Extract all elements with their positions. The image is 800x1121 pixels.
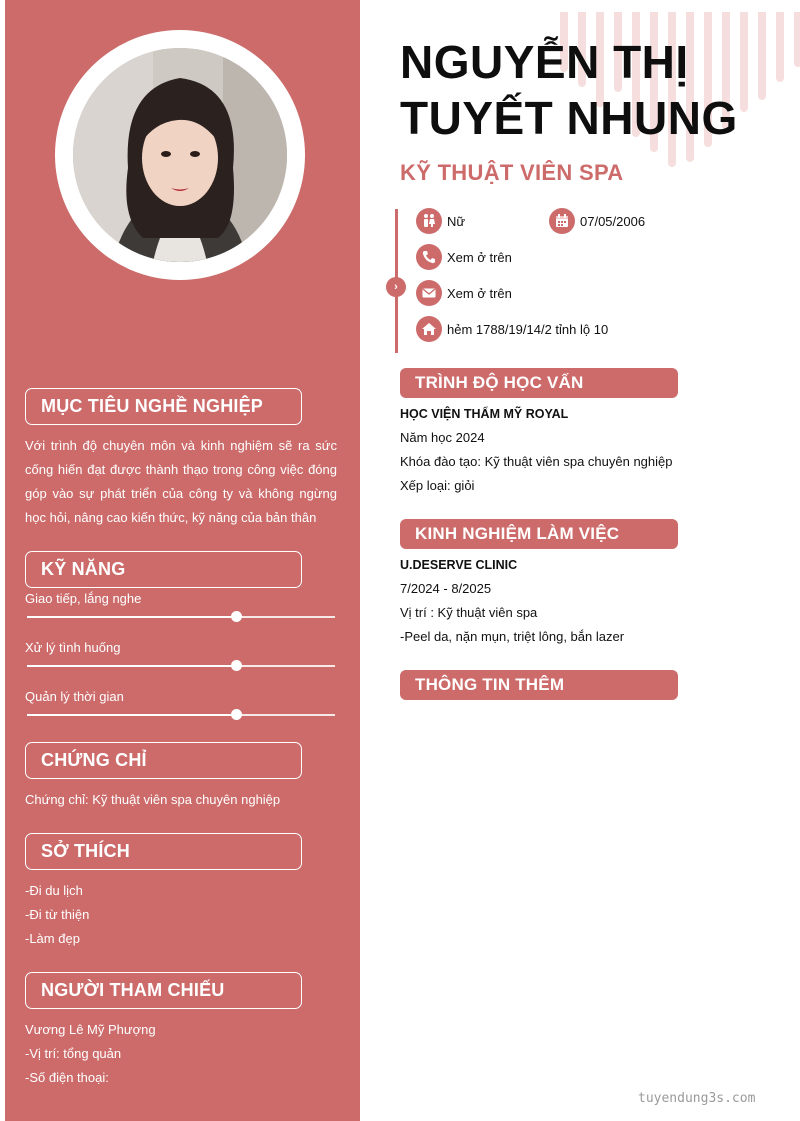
sidebar [5, 0, 360, 1121]
list-item: -Đi du lịch [25, 883, 83, 898]
name-line: NGUYỄN THỊ [400, 36, 689, 88]
experience-title: KINH NGHIỆM LÀM VIỆC [400, 519, 678, 549]
address-row [416, 316, 608, 342]
candidate-name [400, 34, 738, 146]
education-block [400, 402, 740, 498]
school-name: HỌC VIỆN THẨM MỸ ROYAL [400, 407, 569, 421]
skill-bar [27, 616, 335, 618]
skill-bar [27, 665, 335, 667]
education-year: Năm học 2024 [400, 430, 485, 445]
skill-bar-fill [27, 714, 236, 717]
email-value: Xem ở trên [447, 285, 512, 301]
experience-position: Vị trí : Kỹ thuật viên spa [400, 605, 538, 620]
job-title: KỸ THUẬT VIÊN SPA [400, 160, 624, 185]
email-row [416, 280, 512, 306]
references-list [25, 1018, 337, 1090]
phone-row [416, 244, 512, 270]
experience-block [400, 553, 740, 649]
list-item: -Số điện thoại: [25, 1070, 109, 1085]
avatar [73, 48, 287, 262]
objective-title: MỤC TIÊU NGHỀ NGHIỆP [25, 388, 302, 425]
name-line: TUYẾT NHUNG [400, 92, 738, 144]
skill-item [25, 591, 337, 606]
phone-value: Xem ở trên [447, 249, 512, 265]
skill-item [25, 640, 337, 655]
skill-bar-fill [27, 665, 236, 668]
gender-value: Nữ [447, 213, 466, 229]
skill-item [25, 689, 337, 704]
experience-period: 7/2024 - 8/2025 [400, 581, 492, 596]
chevron-right-icon: › [386, 277, 406, 297]
home-icon [416, 316, 442, 342]
avatar-frame [55, 30, 305, 280]
list-item: -Làm đẹp [25, 931, 80, 946]
experience-tasks: -Peel da, nặn mụn, triệt lông, bắn lazer [400, 629, 625, 644]
watermark: tuyendung3s.com [638, 1091, 756, 1106]
list-item: Vương Lê Mỹ Phượng [25, 1022, 156, 1037]
birthday-value: 07/05/2006 [580, 213, 646, 229]
hobbies-list [25, 879, 337, 951]
hobbies-title: SỞ THÍCH [25, 833, 302, 870]
education-title: TRÌNH ĐỘ HỌC VẤN [400, 368, 678, 398]
gender-icon [416, 208, 442, 234]
mail-icon [416, 280, 442, 306]
objective-text: Với trình độ chuyên môn và kinh nghiệm sẽ ra sức cống hiến đạt được thành thạo trong công việc đóng góp vào sự phát triển của công ty và không ngừng học hỏi, nâng cao kiến thức, kỹ năng của bản thân [25, 438, 337, 525]
phone-icon [416, 244, 442, 270]
skill-label: Quản lý thời gian [25, 689, 124, 704]
skill-bar-fill [27, 616, 236, 619]
skill-label: Xử lý tình huống [25, 640, 121, 655]
calendar-icon [549, 208, 575, 234]
birthday-row [549, 208, 645, 234]
skill-bar-handle [231, 660, 242, 671]
references-title: NGƯỜI THAM CHIẾU [25, 972, 302, 1009]
skill-bar-handle [231, 709, 242, 720]
list-item: -Đi từ thiện [25, 907, 90, 922]
education-course: Khóa đào tạo: Kỹ thuật viên spa chuyên nghiệp [400, 454, 673, 469]
extra-info-title: THÔNG TIN THÊM [400, 670, 678, 700]
skill-bar [27, 714, 335, 716]
education-grade: Xếp loại: giỏi [400, 478, 475, 493]
list-item: -Vị trí: tổng quản [25, 1046, 122, 1061]
gender-row [416, 208, 465, 234]
portrait-image [73, 48, 287, 262]
skill-bar-handle [231, 611, 242, 622]
company-name: U.DESERVE CLINIC [400, 558, 518, 572]
certificates-title: CHỨNG CHỈ [25, 742, 302, 779]
certificates-text: Chứng chỉ: Kỹ thuật viên spa chuyên nghiệp [25, 792, 281, 807]
skills-title: KỸ NĂNG [25, 551, 302, 588]
skill-label: Giao tiếp, lắng nghe [25, 591, 142, 606]
address-value: hẻm 1788/19/14/2 tỉnh lộ 10 [447, 321, 609, 337]
